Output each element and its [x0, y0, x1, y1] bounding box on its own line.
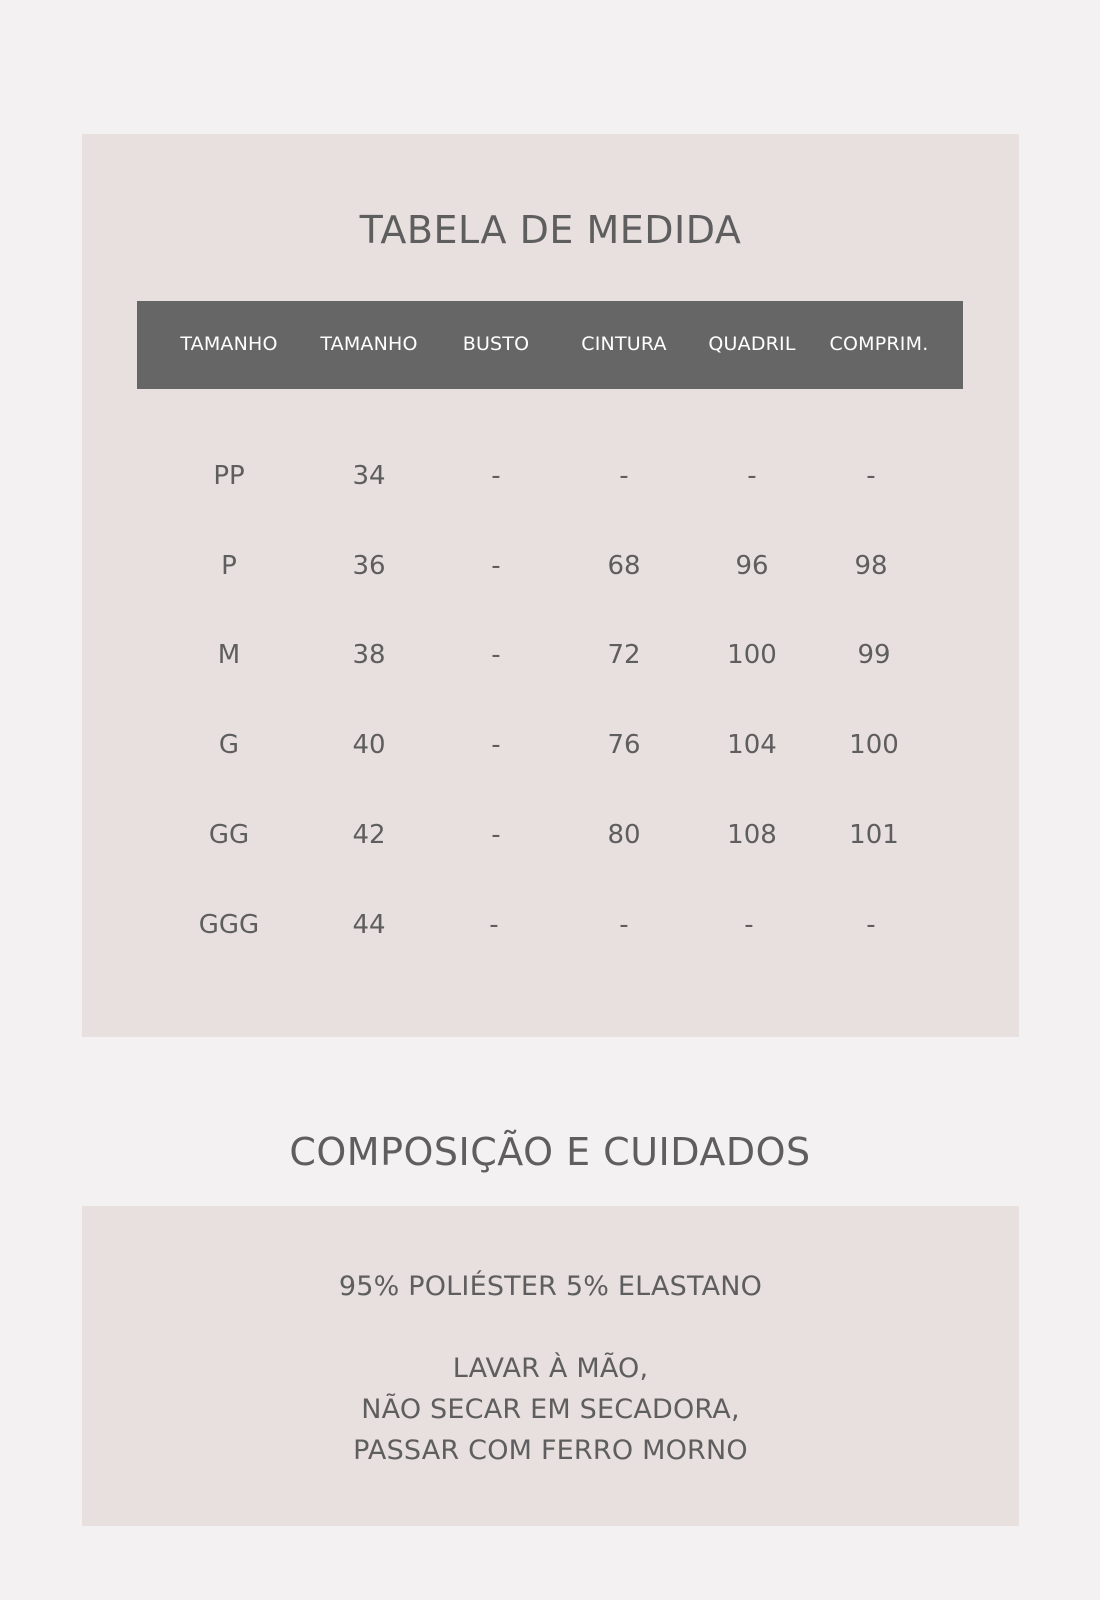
cell-bust: -: [491, 730, 501, 760]
cell-hip: 104: [727, 730, 777, 760]
size-table-title: TABELA DE MEDIDA: [359, 208, 742, 252]
cell-size-letter: GGG: [198, 910, 260, 940]
table-row: [137, 551, 963, 591]
cell-length: 98: [854, 551, 888, 581]
cell-hip: -: [744, 910, 754, 940]
header-waist: CINTURA: [581, 333, 667, 355]
care-instruction: LAVAR À MÃO,: [452, 1353, 649, 1384]
cell-size-number: 40: [352, 730, 386, 760]
header-size-number: TAMANHO: [320, 333, 418, 355]
header-bust: BUSTO: [462, 333, 530, 355]
cell-waist: -: [619, 461, 629, 491]
cell-length: 100: [849, 730, 899, 760]
cell-length: 99: [857, 640, 891, 670]
cell-waist: -: [619, 910, 629, 940]
cell-bust: -: [489, 910, 499, 940]
size-table-header: [137, 301, 963, 389]
cell-waist: 72: [607, 640, 641, 670]
header-hip: QUADRIL: [708, 333, 796, 355]
cell-size-number: 36: [352, 551, 386, 581]
cell-length: 101: [849, 820, 899, 850]
composition-text: 95% POLIÉSTER 5% ELASTANO: [338, 1271, 763, 1302]
cell-bust: -: [491, 820, 501, 850]
care-panel: [82, 1206, 1019, 1526]
cell-bust: -: [491, 551, 501, 581]
header-size-letter: TAMANHO: [180, 333, 278, 355]
cell-length: -: [866, 461, 876, 491]
cell-size-letter: P: [221, 551, 237, 581]
cell-waist: 76: [607, 730, 641, 760]
cell-size-letter: GG: [208, 820, 250, 850]
cell-size-number: 34: [352, 461, 386, 491]
care-section-title: COMPOSIÇÃO E CUIDADOS: [289, 1130, 811, 1174]
cell-size-letter: PP: [213, 461, 245, 491]
table-row: [137, 730, 963, 770]
cell-waist: 80: [607, 820, 641, 850]
care-instruction: NÃO SECAR EM SECADORA,: [361, 1394, 740, 1425]
size-table-panel: [82, 134, 1019, 1037]
cell-size-letter: M: [217, 640, 241, 670]
cell-size-letter: G: [218, 730, 240, 760]
cell-length: -: [866, 910, 876, 940]
cell-bust: -: [491, 640, 501, 670]
table-row: [137, 461, 963, 501]
table-row: [137, 640, 963, 680]
cell-size-number: 44: [352, 910, 386, 940]
cell-size-number: 42: [352, 820, 386, 850]
cell-waist: 68: [607, 551, 641, 581]
cell-hip: 100: [727, 640, 777, 670]
care-instruction: PASSAR COM FERRO MORNO: [353, 1435, 748, 1466]
cell-bust: -: [491, 461, 501, 491]
table-row: [137, 910, 963, 950]
cell-hip: -: [747, 461, 757, 491]
cell-hip: 108: [727, 820, 777, 850]
cell-hip: 96: [735, 551, 769, 581]
cell-size-number: 38: [352, 640, 386, 670]
table-row: [137, 820, 963, 860]
header-length: COMPRIM.: [829, 333, 929, 355]
